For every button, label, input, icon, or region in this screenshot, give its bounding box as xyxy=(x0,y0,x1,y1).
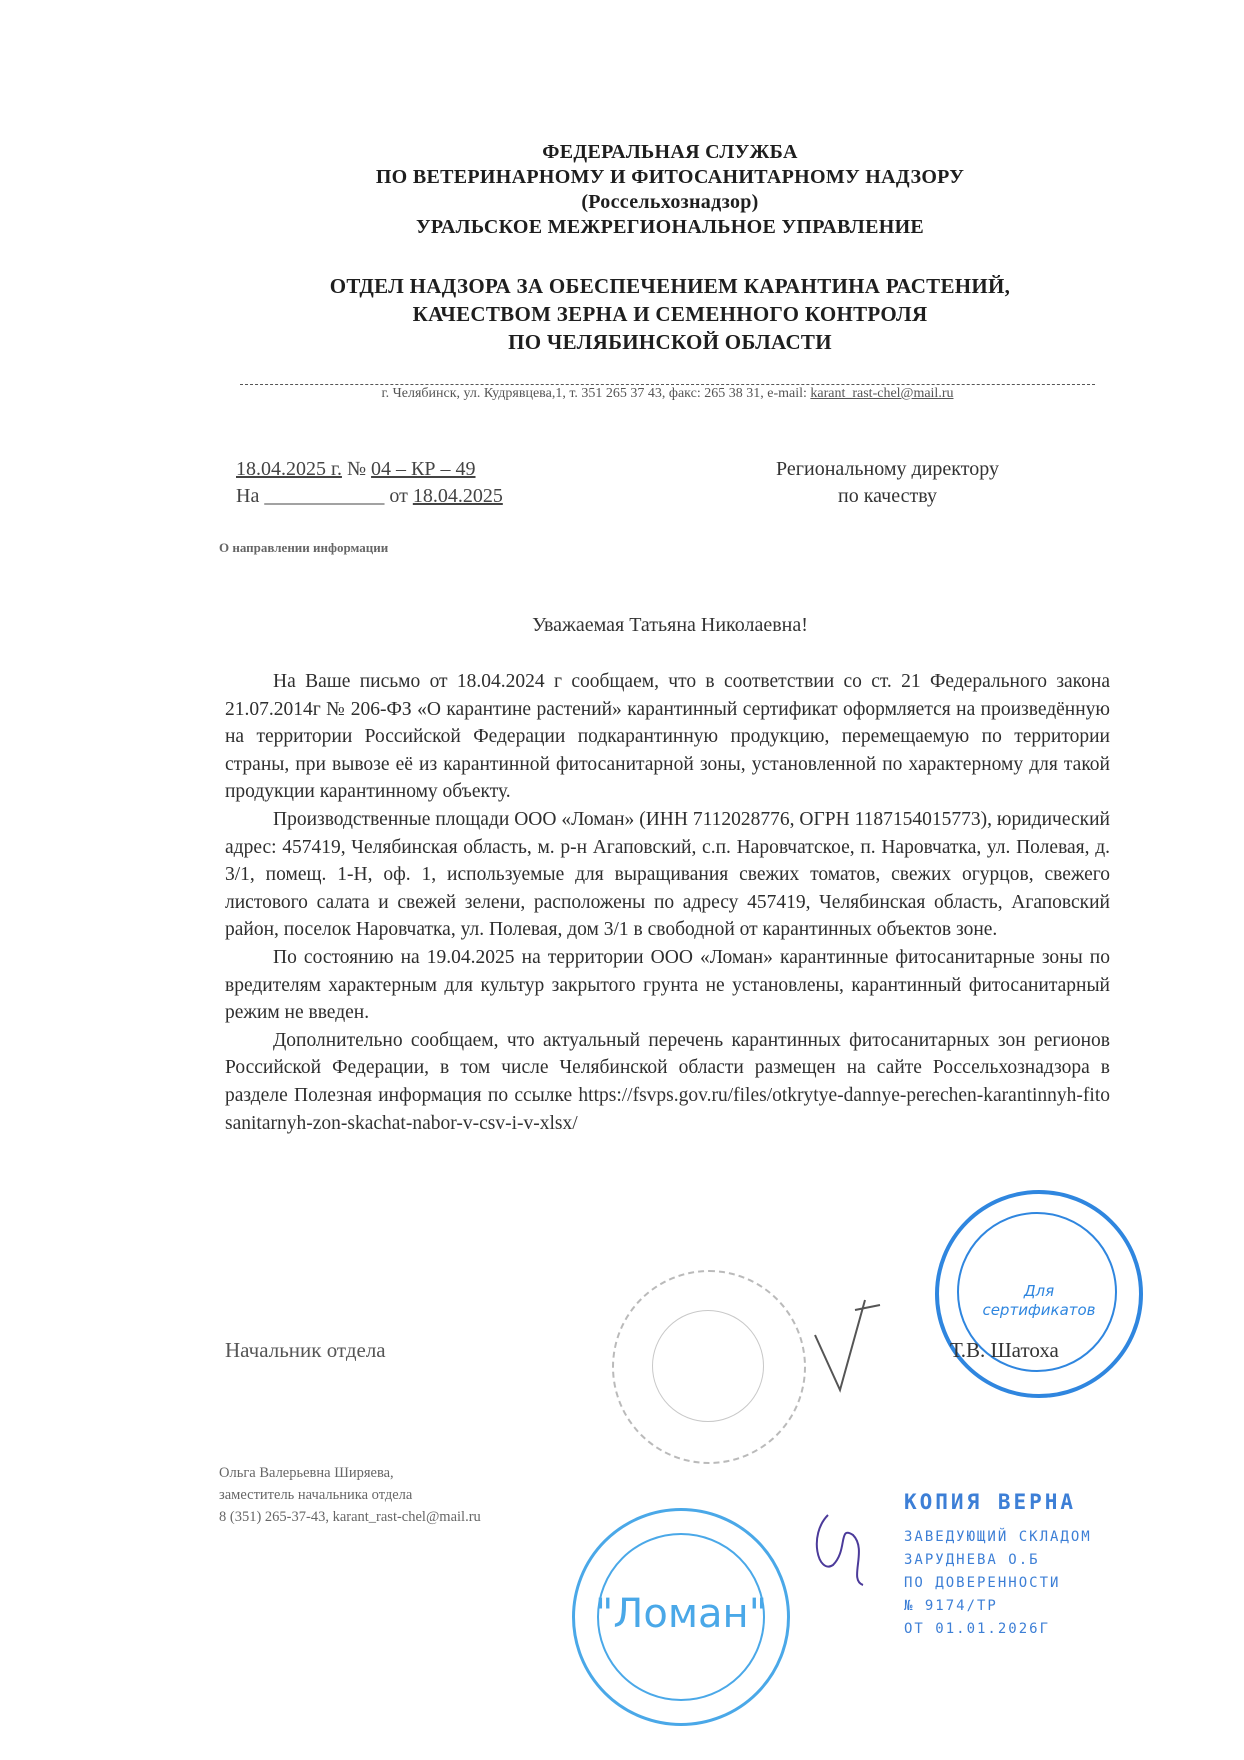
signatory-name: Т.В. Шатоха xyxy=(950,1338,1059,1362)
stamp-text: "Ломан" xyxy=(594,1591,768,1637)
copy-line: ПО ДОВЕРЕННОСТИ xyxy=(904,1575,1061,1591)
stamp-text: сертификатов xyxy=(982,1301,1096,1319)
letter-number: 04 – КР – 49 xyxy=(371,458,476,480)
paragraph xyxy=(225,1027,1110,1137)
paragraph: По состоянию на 19.04.2025 на территории ООО «Ломан» карантинные фитосанитарные зоны по вредителям характерным для культур закрытого грунта не установлены, карантинный фитосанитарный режим не введен. xyxy=(225,946,1110,1024)
paragraph: На Ваше письмо от 18.04.2024 г сообщаем, что в соответствии со ст. 21 Федерального закона 21.07.2014г № 206-ФЗ «О карантине растений» карантинный сертификат оформляется на произведённую на территории Российской Федерации подкарантинную продукцию, перемещаемую по территории страны, при вывозе её из карантинной фитосанитарной зоны, установленной по характерному для такой продукции карантинному объекту. xyxy=(225,671,1110,803)
email-link[interactable]: karant_rast-chel@mail.ru xyxy=(810,386,954,401)
contact-address xyxy=(240,386,1095,402)
footer-line: Ольга Валерьевна Ширяева, xyxy=(219,1465,394,1481)
footer-line: заместитель начальника отдела xyxy=(219,1487,413,1503)
handwritten-signature xyxy=(808,1505,878,1595)
certificate-stamp xyxy=(935,1190,1143,1398)
department-header xyxy=(0,272,1244,356)
stamp-text: Для xyxy=(1023,1282,1055,1300)
header-line: ПО ВЕТЕРИНАРНОМУ И ФИТОСАНИТАРНОМУ НАДЗОРУ xyxy=(375,166,965,188)
copy-line: ЗАРУДНЕВА О.Б xyxy=(904,1552,1040,1568)
official-stamp xyxy=(612,1270,806,1464)
header-divider xyxy=(240,384,1095,385)
subject: О направлении информации xyxy=(219,540,389,555)
number-label: № xyxy=(346,458,367,480)
copy-line: ОТ 01.01.2026Г xyxy=(904,1621,1051,1637)
copy-title: КОПИЯ ВЕРНА xyxy=(904,1490,1077,1514)
addressee xyxy=(740,456,1035,510)
addressee-line: Региональному директору xyxy=(776,458,999,480)
dept-line: ПО ЧЕЛЯБИНСКОЙ ОБЛАСТИ xyxy=(508,330,832,354)
on-blank: ____________ xyxy=(264,485,385,507)
letter-body xyxy=(225,668,1110,1137)
letter-date: 18.04.2025 г. xyxy=(236,458,342,480)
signature-mark xyxy=(810,1290,890,1400)
dept-line: КАЧЕСТВОМ ЗЕРНА И СЕМЕННОГО КОНТРОЛЯ xyxy=(412,302,928,326)
copy-line: № 9174/ТР xyxy=(904,1598,998,1614)
company-stamp xyxy=(572,1508,790,1726)
from-label: от xyxy=(389,485,408,507)
reference-block xyxy=(236,456,503,510)
header-line: (Россельхознадзор) xyxy=(581,191,759,213)
greeting: Уважаемая Татьяна Николаевна! xyxy=(532,614,808,636)
on-label: На xyxy=(236,485,260,507)
agency-header xyxy=(0,140,1244,240)
header-line: ФЕДЕРАЛЬНАЯ СЛУЖБА xyxy=(542,141,798,163)
copy-line: ЗАВЕДУЮЩИЙ СКЛАДОМ xyxy=(904,1529,1092,1545)
dept-line: ОТДЕЛ НАДЗОРА ЗА ОБЕСПЕЧЕНИЕМ КАРАНТИНА РАСТЕНИЙ, xyxy=(329,274,1011,298)
footer-line: 8 (351) 265-37-43, karant_rast-chel@mail.ru xyxy=(219,1509,481,1525)
registry-link[interactable]: https://fsvps.gov.ru/files/otkrytye-dannye-perechen-karantinnyh-fitosanitarnyh-zon-skachat-nabor-v-csv-i-v-xlsx/ xyxy=(225,1084,1110,1134)
header-line: УРАЛЬСКОЕ МЕЖРЕГИОНАЛЬНОЕ УПРАВЛЕНИЕ xyxy=(415,216,925,238)
paragraph: Производственные площади ООО «Ломан» (ИНН 7112028776, ОГРН 1187154015773), юридический адрес: 457419, Челябинская область, м. р-н Агаповский, с.п. Наровчатское, п. Наровчатка, ул. Полевая, д. 3/1, помещ. 1-Н, оф. 1, используемые для выращивания свежих томатов, свежих огурцов, свежего листового салата и свежей зелени, расположены по адресу 457419, Челябинская область, Агаповский район, поселок Наровчатка, ул. Полевая, дом 3/1 в свободной от карантинных объектов зоне. xyxy=(225,808,1110,941)
addressee-line: по качеству xyxy=(837,485,937,507)
address-text: г. Челябинск, ул. Кудрявцева,1, т. 351 265 37 43, факс: 265 38 31, e-mail: xyxy=(381,386,811,401)
contact-footer xyxy=(219,1462,481,1528)
signatory-position: Начальник отдела xyxy=(225,1338,386,1362)
from-date: 18.04.2025 xyxy=(412,485,503,507)
copy-certified-stamp xyxy=(904,1490,1092,1641)
paragraph-text: Дополнительно сообщаем, что актуальный перечень карантинных фитосанитарных зон регионов Российской Федерации, в том числе Челябинской области размещен на сайте Россельхознадзора в разделе Полезная информация по ссылке xyxy=(225,1029,1110,1106)
